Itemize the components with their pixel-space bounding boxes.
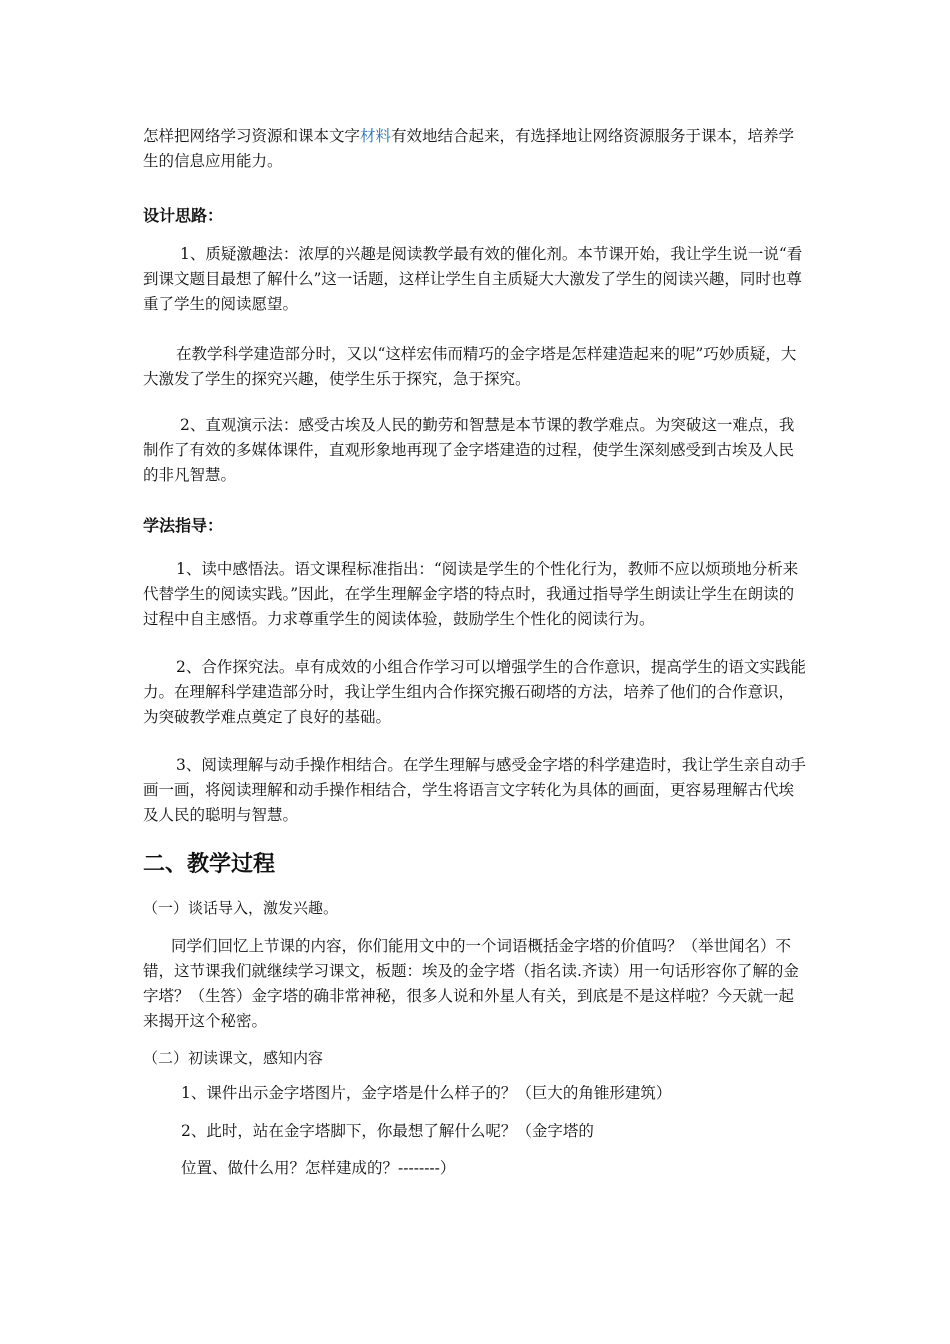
method-paragraph-1: 1、读中感悟法。语文课程标准指出：“阅读是学生的个性化行为，教师不应以烦琐地分析来代替学生的阅读实践。”因此，在学生理解金字塔的特点时，我通过指导学生朗读让学生在朗读的过程中自主感悟。力求尊重学生的阅读体验，鼓励学生个性化的阅读行为。: [143, 560, 799, 628]
design-heading: 设计思路：: [143, 206, 224, 225]
method-paragraph-2: 2、合作探究法。卓有成效的小组合作学习可以增强学生的合作意识，提高学生的语文实践能力。在理解科学建造部分时，我让学生组内合作探究搬石砌塔的方法，培养了他们的合作意识，为突破教学难点奠定了良好的基础。: [143, 658, 806, 726]
intro-text-after: 有效地结合起来，有选择地让网络资源服务于课本，培养学生的信息应用能力。: [143, 127, 795, 170]
method-heading: 学法指导：: [143, 516, 224, 535]
list-item-2: 2、此时，站在金字塔脚下，你最想了解什么呢？（金字塔的: [181, 1122, 594, 1140]
intro-text-before: 怎样把网络学习资源和课本文字: [143, 127, 361, 145]
process-heading: 二、教学过程: [143, 852, 276, 877]
list-item-3: 位置、做什么用？怎样建成的？--------）: [181, 1159, 456, 1177]
material-link[interactable]: 材料: [360, 127, 392, 145]
method-paragraph-3: 3、阅读理解与动手操作相结合。在学生理解与感受金字塔的科学建造时，我让学生亲自动手画一画，将阅读理解和动手操作相结合，学生将语言文字转化为具体的画面，更容易理解古代埃及人民的聪明与智慧。: [143, 756, 806, 824]
intro-paragraph: [143, 124, 808, 174]
design-paragraph-3: 2、直观演示法：感受古埃及人民的勤劳和智慧是本节课的教学难点。为突破这一难点，我制作了有效的多媒体课件，直观形象地再现了金字塔建造的过程，使学生深刻感受到古埃及人民的非凡智慧。: [143, 416, 795, 484]
list-item-1: 1、课件出示金字塔图片，金字塔是什么样子的？（巨大的角锥形建筑）: [181, 1084, 672, 1102]
section-2-title: （二）初读课文，感知内容: [143, 1049, 324, 1067]
section-1-body: 同学们回忆上节课的内容，你们能用文中的一个词语概括金字塔的价值吗？（举世闻名）不错，这节课我们就继续学习课文，板题：埃及的金字塔（指名读.齐读）用一句话形容你了解的金字塔？（生答）金字塔的确非常神秘，很多人说和外星人有关，到底是不是这样啦？今天就一起来揭开这个秘密。: [143, 937, 799, 1030]
design-paragraph-2: 在教学科学建造部分时，又以“这样宏伟而精巧的金字塔是怎样建造起来的呢”巧妙质疑，大大激发了学生的探究兴趣，使学生乐于探究，急于探究。: [143, 345, 797, 388]
section-1-title: （一）谈话导入，激发兴趣。: [143, 899, 339, 917]
design-paragraph-1: 1、质疑激趣法：浓厚的兴趣是阅读教学最有效的催化剂。本节课开始，我让学生说一说“看到课文题目最想了解什么”这一话题，这样让学生自主质疑大大激发了学生的阅读兴趣，同时也尊重了学生的阅读愿望。: [143, 245, 803, 313]
